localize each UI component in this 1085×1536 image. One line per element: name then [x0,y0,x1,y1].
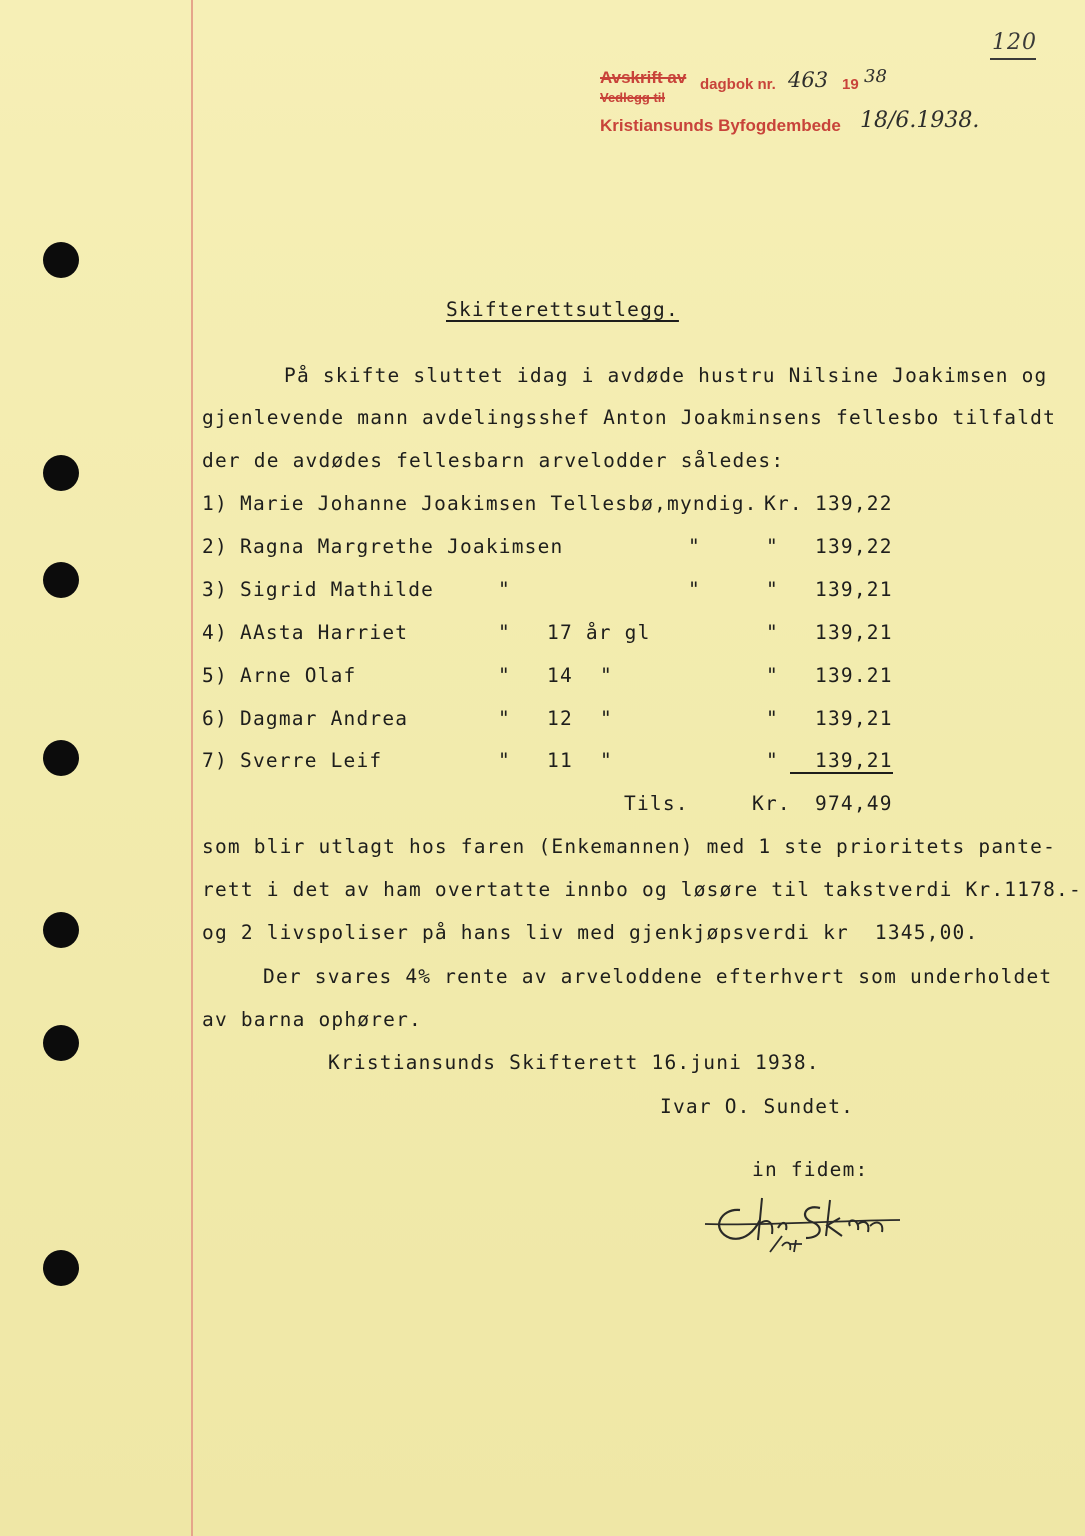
heir-number: 1) [202,492,228,515]
punch-hole [43,455,79,491]
intro-line: På skifte sluttet idag i avdøde hustru Nilsine Joakimsen og [284,364,1048,387]
heir-age: 17 år gl [547,621,651,644]
stamp-vedlegg: Vedlegg til [600,90,666,105]
ditto-mark: " [498,749,511,772]
document-title: Skifterettsutlegg. [446,298,679,321]
heir-amount: 139,22 [815,492,893,515]
heir-currency: Kr. [764,492,803,515]
heir-amount: 139,22 [815,535,893,558]
interest-line: av barna ophører. [202,1008,422,1031]
intro-line: gjenlevende mann avdelingsshef Anton Joakminsens fellesbo tilfaldt [202,406,1057,429]
signer-name: Ivar O. Sundet. [660,1095,855,1118]
heir-number: 3) [202,578,228,601]
heir-name: AAsta Harriet [240,621,409,644]
stamp-year-suffix: 38 [864,66,887,87]
interest-line: Der svares 4% rente av arveloddene efterhvert som underholdet [263,965,1053,988]
heir-amount: 139.21 [815,664,893,687]
heir-name: Ragna Margrethe Joakimsen [240,535,564,558]
stamp-office: Kristiansunds Byfogdembede [600,116,841,135]
ditto-mark: " [688,578,701,601]
intro-line: der de avdødes fellesbarn arvelodder således: [202,449,785,472]
heir-name: Arne Olaf [240,664,357,687]
stamp-year-prefix: 19 [842,76,859,93]
place-date: Kristiansunds Skifterett 16.juni 1938. [328,1051,820,1074]
stamp-date: 18/6.1938. [860,108,980,133]
heir-number: 6) [202,707,228,730]
heir-amount: 139,21 [815,578,893,601]
ditto-mark: " [498,707,511,730]
sum-underline [790,772,893,774]
heir-currency: " [766,664,779,687]
heir-age: 14 [547,664,573,687]
total-currency: Kr. [752,792,791,815]
body-line: og 2 livspoliser på hans liv med gjenkjøpsverdi kr 1345,00. [202,921,979,944]
heir-age: 12 [547,707,573,730]
heir-name: Sigrid Mathilde [240,578,435,601]
page-number: 120 [992,30,1037,55]
body-line: som blir utlagt hos faren (Enkemannen) med 1 ste prioritets pante- [202,835,1057,858]
ditto-mark: " [688,535,701,558]
stamp-dagbok-number: 463 [788,68,829,92]
heir-amount: 139,21 [815,749,893,772]
ditto-mark: " [600,749,613,772]
page-number-underline [990,58,1036,60]
ditto-mark: " [498,621,511,644]
heir-number: 2) [202,535,228,558]
heir-currency: " [766,707,779,730]
body-line: rett i det av ham overtatte innbo og løsøre til takstverdi Kr.1178.- [202,878,1082,901]
heir-currency: " [766,621,779,644]
punch-hole [43,1025,79,1061]
heir-name: Dagmar Andrea [240,707,409,730]
stamp-avskrift: Avskrift av [600,68,687,87]
punch-hole [43,912,79,948]
stamp-dagbok-label: dagbok nr. [700,76,776,93]
total-label: Tils. [624,792,689,815]
handwritten-signature [700,1190,910,1260]
punch-hole [43,242,79,278]
heir-currency: " [766,749,779,772]
heir-name: Marie Johanne Joakimsen Tellesbø,myndig. [240,492,758,515]
ditto-mark: " [600,664,613,687]
heir-currency: " [766,578,779,601]
ditto-mark: " [600,707,613,730]
punch-hole [43,740,79,776]
ditto-mark: " [498,578,511,601]
margin-rule [191,0,193,1536]
heir-age: 11 [547,749,573,772]
total-amount: 974,49 [815,792,893,815]
heir-name: Sverre Leif [240,749,383,772]
heir-number: 4) [202,621,228,644]
in-fidem-label: in fidem: [752,1158,869,1181]
ditto-mark: " [498,664,511,687]
heir-number: 5) [202,664,228,687]
heir-amount: 139,21 [815,621,893,644]
heir-number: 7) [202,749,228,772]
punch-hole [43,1250,79,1286]
heir-amount: 139,21 [815,707,893,730]
heir-currency: " [766,535,779,558]
punch-hole [43,562,79,598]
